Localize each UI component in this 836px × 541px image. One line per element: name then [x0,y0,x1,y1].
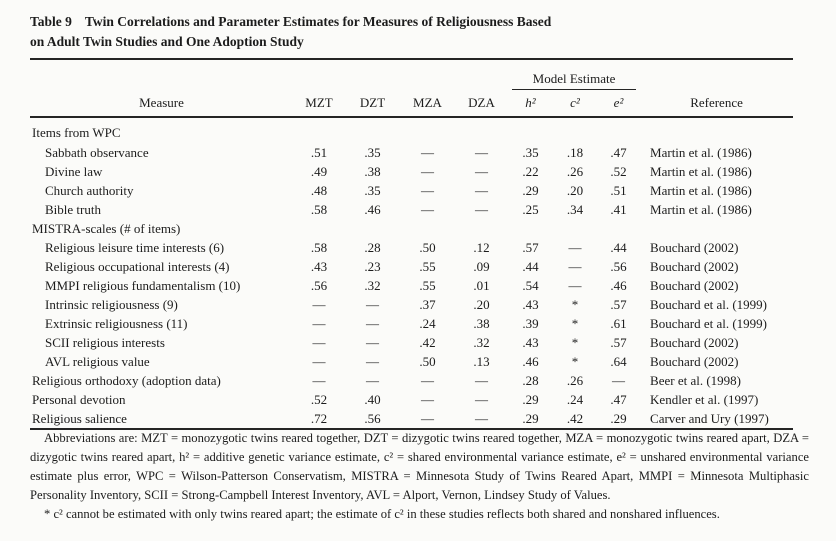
value-cell: .58 [310,202,328,217]
value-cell: .29 [522,183,539,198]
value-cell: .34 [566,202,584,217]
reference-cell: Kendler et al. (1997) [650,392,759,407]
value-cell: — [421,145,434,160]
measure-cell: MMPI religious fundamentalism (10) [45,278,241,293]
title-line1 [30,12,770,32]
value-cell: .52 [310,392,328,407]
value-cell: .29 [610,411,627,426]
value-cell: .25 [522,202,539,217]
reference-cell: Bouchard et al. (1999) [650,316,767,331]
value-cell: — [421,183,434,198]
value-cell: .39 [522,316,539,331]
value-cell [293,219,345,238]
measure-cell: Religious orthodoxy (adoption data) [32,373,221,388]
value-cell: .46 [610,278,627,293]
table-row [30,117,793,143]
table-row [30,143,793,162]
twin-correlations-table [30,58,793,430]
col-header-e2: e² [597,90,640,117]
value-cell: .50 [419,354,436,369]
col-header-mzt: MZT [293,90,345,117]
table-row [30,295,793,314]
value-cell: — [475,202,488,217]
value-cell: .29 [522,411,539,426]
value-cell: * [571,335,579,350]
measure-cell: Religious occupational interests (4) [45,259,230,274]
value-cell [455,117,508,143]
value-cell: .46 [522,354,539,369]
value-cell: .50 [419,240,436,255]
value-cell: — [366,373,379,388]
value-cell: .52 [610,164,627,179]
value-cell: .72 [310,411,328,426]
value-cell: .54 [522,278,539,293]
value-cell: — [421,392,434,407]
value-cell: .20 [473,297,490,312]
value-cell: — [366,354,379,369]
value-cell: — [568,278,582,293]
value-cell: .57 [610,335,627,350]
reference-cell: Bouchard (2002) [650,278,739,293]
value-cell: .38 [473,316,490,331]
value-cell: — [421,411,434,426]
value-cell: .56 [364,411,381,426]
value-cell: .51 [610,183,627,198]
col-header-measure: Measure [30,90,293,117]
table-container [30,58,793,430]
value-cell: — [312,373,326,388]
value-cell [508,117,553,143]
col-header-reference: Reference [640,90,793,117]
value-cell [553,219,597,238]
value-cell: .47 [610,392,627,407]
value-cell [597,117,640,143]
measure-cell: Sabbath observance [45,145,149,160]
reference-cell: Bouchard (2002) [650,240,739,255]
value-cell: .23 [364,259,381,274]
reference-cell: Bouchard et al. (1999) [650,297,767,312]
value-cell: — [421,164,434,179]
col-header-h2: h² [508,90,553,117]
group-header-row [30,59,793,90]
value-cell: .37 [419,297,436,312]
value-cell: — [312,354,326,369]
value-cell: — [475,392,488,407]
value-cell: .28 [522,373,539,388]
value-cell: .57 [610,297,627,312]
value-cell [508,219,553,238]
measure-cell: Bible truth [45,202,101,217]
measure-cell: MISTRA-scales (# of items) [32,221,181,236]
value-cell: .35 [364,183,381,198]
value-cell: — [475,373,488,388]
value-cell: .41 [610,202,627,217]
spacer-cell [30,59,508,90]
table-number: Table 9 [30,14,72,29]
col-header-dzt: DZT [345,90,400,117]
value-cell: — [612,373,626,388]
value-cell: .32 [473,335,490,350]
value-cell: .43 [522,297,539,312]
value-cell [345,219,400,238]
measure-cell: Intrinsic religiousness (9) [45,297,178,312]
value-cell: — [421,202,434,217]
value-cell: .64 [610,354,627,369]
reference-cell: Martin et al. (1986) [650,164,752,179]
value-cell: .43 [522,335,539,350]
value-cell: .56 [610,259,627,274]
value-cell: .22 [522,164,539,179]
table-body [30,117,793,429]
value-cell: .42 [566,411,584,426]
measure-cell: Extrinsic religiousness (11) [45,316,188,331]
reference-cell [640,117,793,143]
table-row [30,181,793,200]
value-cell: .46 [364,202,381,217]
measure-cell: Personal devotion [32,392,126,407]
value-cell: — [475,411,488,426]
value-cell: — [421,373,434,388]
col-header-dza: DZA [455,90,508,117]
table-row [30,333,793,352]
reference-cell: Martin et al. (1986) [650,202,752,217]
value-cell [400,117,455,143]
table-row [30,238,793,257]
value-cell: .20 [566,183,584,198]
value-cell: — [475,145,488,160]
value-cell: .26 [566,373,584,388]
value-cell: .44 [522,259,539,274]
measure-cell: Religious salience [32,411,127,426]
table-row [30,390,793,409]
value-cell: .40 [364,392,381,407]
model-estimate-label: Model Estimate [512,71,636,90]
table-row [30,162,793,181]
value-cell: .61 [610,316,627,331]
value-cell: .24 [566,392,584,407]
value-cell: — [312,316,326,331]
title-line2: on Adult Twin Studies and One Adoption Study [30,34,304,49]
value-cell: .13 [473,354,490,369]
value-cell: .44 [610,240,627,255]
measure-cell: Items from WPC [32,124,121,140]
value-cell: — [366,335,379,350]
measure-cell: Divine law [45,164,103,179]
reference-cell: Bouchard (2002) [650,354,739,369]
measure-cell: Religious leisure time interests (6) [45,240,225,255]
reference-cell: Carver and Ury (1997) [650,411,769,426]
value-cell: .12 [473,240,490,255]
value-cell: .09 [473,259,490,274]
value-cell: .55 [419,259,436,274]
reference-cell: Martin et al. (1986) [650,145,752,160]
value-cell: .49 [310,164,328,179]
value-cell: * [571,354,579,369]
spacer-cell [640,59,793,90]
value-cell [345,117,400,143]
value-cell: .48 [310,183,328,198]
value-cell [597,219,640,238]
reference-cell [640,219,793,238]
col-header-mza: MZA [400,90,455,117]
table-row [30,219,793,238]
reference-cell: Martin et al. (1986) [650,183,752,198]
value-cell: .55 [419,278,436,293]
reference-cell: Bouchard (2002) [650,335,739,350]
value-cell: * [571,297,579,312]
value-cell: .51 [310,145,328,160]
value-cell: .47 [610,145,627,160]
table-row [30,371,793,390]
value-cell [400,219,455,238]
measure-cell: Church authority [45,183,134,198]
value-cell: .32 [364,278,381,293]
value-cell: * [571,316,579,331]
col-header-c2: c² [553,90,597,117]
abbreviations-note: Abbreviations are: MZT = monozygotic twins reared together, DZT = dizygotic twins reared together, MZA = monozygotic twins reared apart, DZA = dizygotic twins reared apart, h² = additive genetic variance estimate, c² = shared environmental variance estimate, e² = unshared environmental variance estimate plus error, WPC = Wilson-Patterson Conservatism, MISTRA = Minnesota Study of Twins Reared Apart, MMPI = Minnesota Multiphasic Personality Inventory, SCII = Strong-Campbell Interest Inventory, AVL = Alport, Vernon, Lindsey Study of Values. [30,431,809,502]
table-title [30,12,770,52]
value-cell: — [312,335,326,350]
value-cell: .28 [364,240,381,255]
value-cell [553,117,597,143]
value-cell: — [475,164,488,179]
table-row [30,257,793,276]
table-row [30,200,793,219]
value-cell: — [568,240,582,255]
asterisk-note: * c² cannot be estimated with only twins reared apart; the estimate of c² in these studies reflects both shared and nonshared influences. [44,507,720,521]
footnotes [30,429,809,524]
measure-cell: SCII religious interests [45,335,165,350]
value-cell: .42 [419,335,436,350]
value-cell [293,117,345,143]
value-cell: .43 [310,259,328,274]
reference-cell: Bouchard (2002) [650,259,739,274]
model-estimate-group [508,59,640,90]
reference-cell: Beer et al. (1998) [650,373,741,388]
table-row [30,409,793,429]
table-row [30,314,793,333]
measure-cell: AVL religious value [45,354,150,369]
value-cell: .35 [522,145,539,160]
value-cell: — [475,183,488,198]
value-cell: .18 [566,145,584,160]
value-cell: .01 [473,278,490,293]
value-cell: .58 [310,240,328,255]
value-cell: — [366,297,379,312]
value-cell: .35 [364,145,381,160]
value-cell: — [366,316,379,331]
table-row [30,276,793,295]
title-text: Twin Correlations and Parameter Estimates for Measures of Religiousness Based [84,14,552,29]
value-cell [455,219,508,238]
value-cell: .57 [522,240,539,255]
table-row [30,352,793,371]
value-cell: .29 [522,392,539,407]
value-cell: — [568,259,582,274]
value-cell: .56 [310,278,328,293]
value-cell: .24 [419,316,436,331]
value-cell: — [312,297,326,312]
value-cell: .26 [566,164,584,179]
column-header-row [30,90,793,117]
value-cell: .38 [364,164,381,179]
